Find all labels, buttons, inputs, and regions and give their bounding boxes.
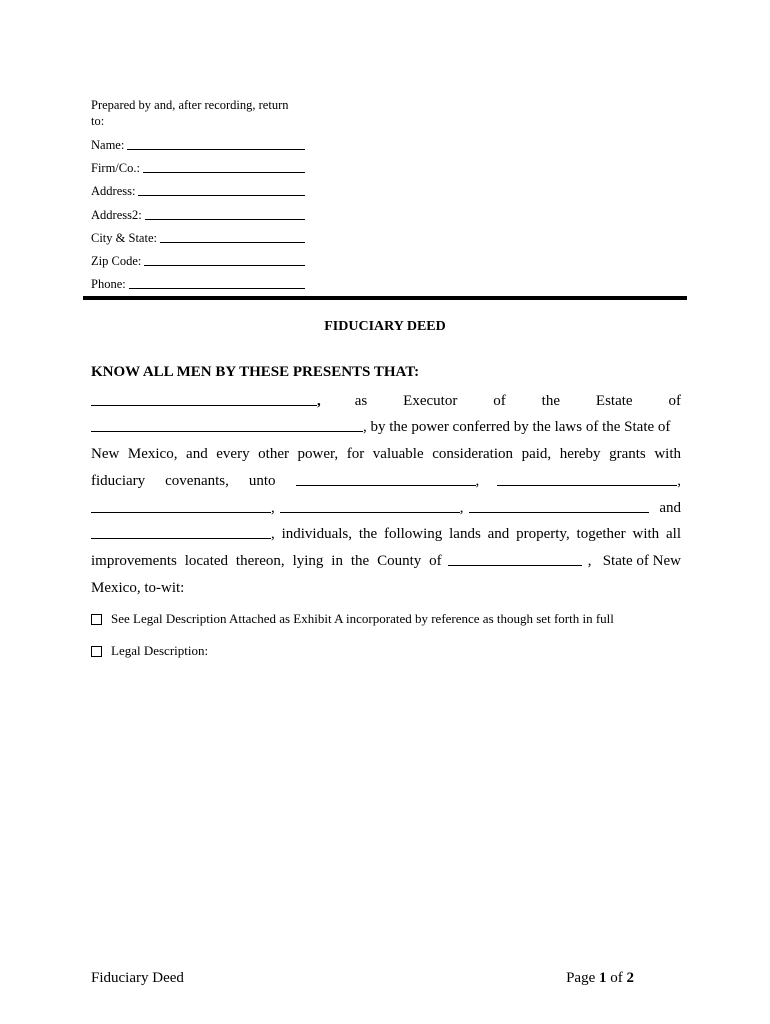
page-indicator [566, 970, 634, 987]
zip-code-blank[interactable] [144, 264, 305, 266]
know-all-heading: KNOW ALL MEN BY THESE PRESENTS THAT: [91, 364, 420, 380]
body-line-7-state: , State of New [587, 553, 681, 569]
address-blank[interactable] [138, 194, 305, 196]
address2-field[interactable] [91, 207, 305, 223]
page-number: 1 [599, 970, 607, 986]
address-label: Address: [91, 184, 136, 198]
body-line-7 [91, 548, 681, 570]
word-executor: Executor [403, 393, 458, 409]
name-label: Name: [91, 138, 125, 152]
name-blank[interactable] [127, 148, 305, 150]
of-label: of [610, 970, 623, 986]
body-line-3-text: New Mexico, and every other power, for valuable consideration paid, hereby grants with [91, 446, 681, 462]
body-line-8 [91, 575, 681, 597]
word-unto: unto [248, 473, 276, 489]
body-line-4 [91, 468, 681, 490]
legal-description-checkbox[interactable] [91, 646, 102, 657]
word-estate: Estate [595, 393, 633, 409]
header-divider [83, 296, 687, 300]
word-covenants: covenants, [165, 473, 229, 489]
comma: , [475, 473, 480, 489]
body-line-7-text: improvements located thereon, lying in the County of [91, 553, 442, 569]
address2-blank[interactable] [145, 218, 305, 220]
comma: , [677, 473, 681, 489]
option-legal-description[interactable] [91, 643, 208, 659]
return-heading-line2: to: [91, 114, 105, 128]
document-title: FIDUCIARY DEED [324, 319, 446, 334]
grantee-5-blank[interactable] [469, 511, 649, 513]
zip-code-label: Zip Code: [91, 254, 142, 268]
word-as: as [354, 393, 368, 409]
body-line-3 [91, 441, 681, 463]
address2-label: Address2: [91, 208, 142, 222]
comma: , [271, 500, 275, 516]
address-field[interactable] [91, 183, 305, 199]
word-fiduciary: fiduciary [91, 473, 146, 489]
body-line-5 [91, 495, 681, 517]
body-line-2 [91, 414, 681, 436]
page-label: Page [566, 970, 596, 986]
grantee-3-blank[interactable] [91, 511, 271, 513]
name-field[interactable] [91, 137, 305, 153]
grantee-6-blank[interactable] [91, 537, 271, 539]
legal-description-label: Legal Description: [111, 643, 209, 658]
exhibit-a-label: See Legal Description Attached as Exhibit A incorporated by reference as though set forth in full [111, 611, 614, 626]
word-of-2: of [668, 393, 681, 409]
phone-label: Phone: [91, 277, 126, 291]
city-state-blank[interactable] [160, 241, 305, 243]
firm-blank[interactable] [143, 171, 305, 173]
option-exhibit-a[interactable] [91, 611, 614, 627]
word-the: the [541, 393, 560, 409]
phone-blank[interactable] [129, 287, 305, 289]
return-heading-line1: Prepared by and, after recording, return [91, 98, 289, 112]
grantee-1-blank[interactable] [296, 484, 476, 486]
zip-code-field[interactable] [91, 253, 305, 269]
city-state-label: City & State: [91, 231, 157, 245]
return-heading [91, 98, 288, 129]
grantee-4-blank[interactable] [280, 511, 460, 513]
word-and: and [659, 500, 681, 516]
word-of-1: of [493, 393, 506, 409]
body-line-2-text: , by the power conferred by the laws of the State of [363, 419, 671, 435]
firm-field[interactable] [91, 160, 305, 176]
body-line-6-text: , individuals, the following lands and property, together with all [271, 526, 681, 542]
city-state-field[interactable] [91, 230, 305, 246]
estate-name-blank[interactable] [91, 430, 363, 432]
grantee-2-blank[interactable] [497, 484, 677, 486]
phone-field[interactable] [91, 276, 305, 292]
page-total: 2 [626, 970, 634, 986]
executor-comma: , [317, 393, 321, 409]
county-blank[interactable] [448, 564, 582, 566]
footer-title: Fiduciary Deed [91, 970, 184, 986]
body-line-8-text: Mexico, to-wit: [91, 580, 185, 596]
comma: , [459, 500, 464, 516]
firm-label: Firm/Co.: [91, 161, 140, 175]
executor-name-blank[interactable] [91, 404, 317, 406]
exhibit-a-checkbox[interactable] [91, 614, 102, 625]
body-line-1 [91, 388, 681, 410]
body-line-6 [91, 521, 681, 543]
